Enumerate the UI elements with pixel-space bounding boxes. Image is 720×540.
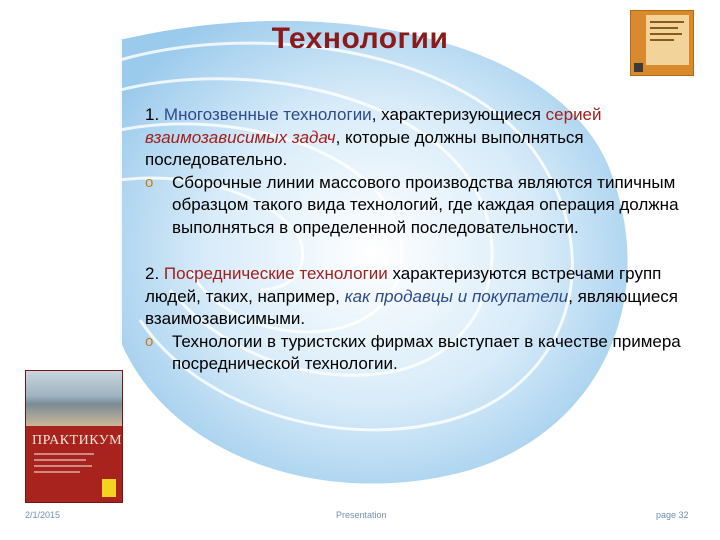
bullet-1: o Сборочные линии массового производства являются типичным образцом такого вида технологий, где каждая операция должна выполняться в определенной последовательности. [145, 172, 679, 237]
highlight-sellers-buyers: как продавцы и покупатели [344, 286, 569, 306]
list-item-2: 2. Посреднические технологии характеризуются встречами групп людей, таких, например, как продавцы и покупатели, являющиеся взаимозависимыми. [145, 264, 678, 328]
footer-center: Presentation [336, 510, 387, 520]
highlight-interdependent-tasks: взаимозависимых задач [145, 127, 336, 147]
book-cover-top-image [630, 10, 694, 76]
book-cover-title: ПРАКТИКУМ [32, 433, 123, 448]
bullet-2: o Технологии в туристских фирмах выступает в качестве примера посреднической технологии. [145, 331, 681, 373]
term-mediating: Посреднические технологии [163, 264, 388, 283]
slide-title: Технологии [271, 22, 449, 55]
term-multistage: Многозвенные технологии [163, 105, 372, 124]
list-item-1: 1. Многозвенные технологии, характеризующиеся серией взаимозависимых задач, которые должны выполняться последовательно. [145, 105, 602, 169]
highlight-series: серией [545, 105, 602, 124]
slide-content [145, 104, 700, 376]
book-cover-practicum-image [25, 370, 123, 503]
footer-page-number: page 32 [656, 510, 689, 520]
bullet-circle-icon: o [145, 173, 154, 191]
bullet-circle-icon: o [145, 332, 154, 350]
footer-date: 2/1/2015 [25, 510, 61, 520]
